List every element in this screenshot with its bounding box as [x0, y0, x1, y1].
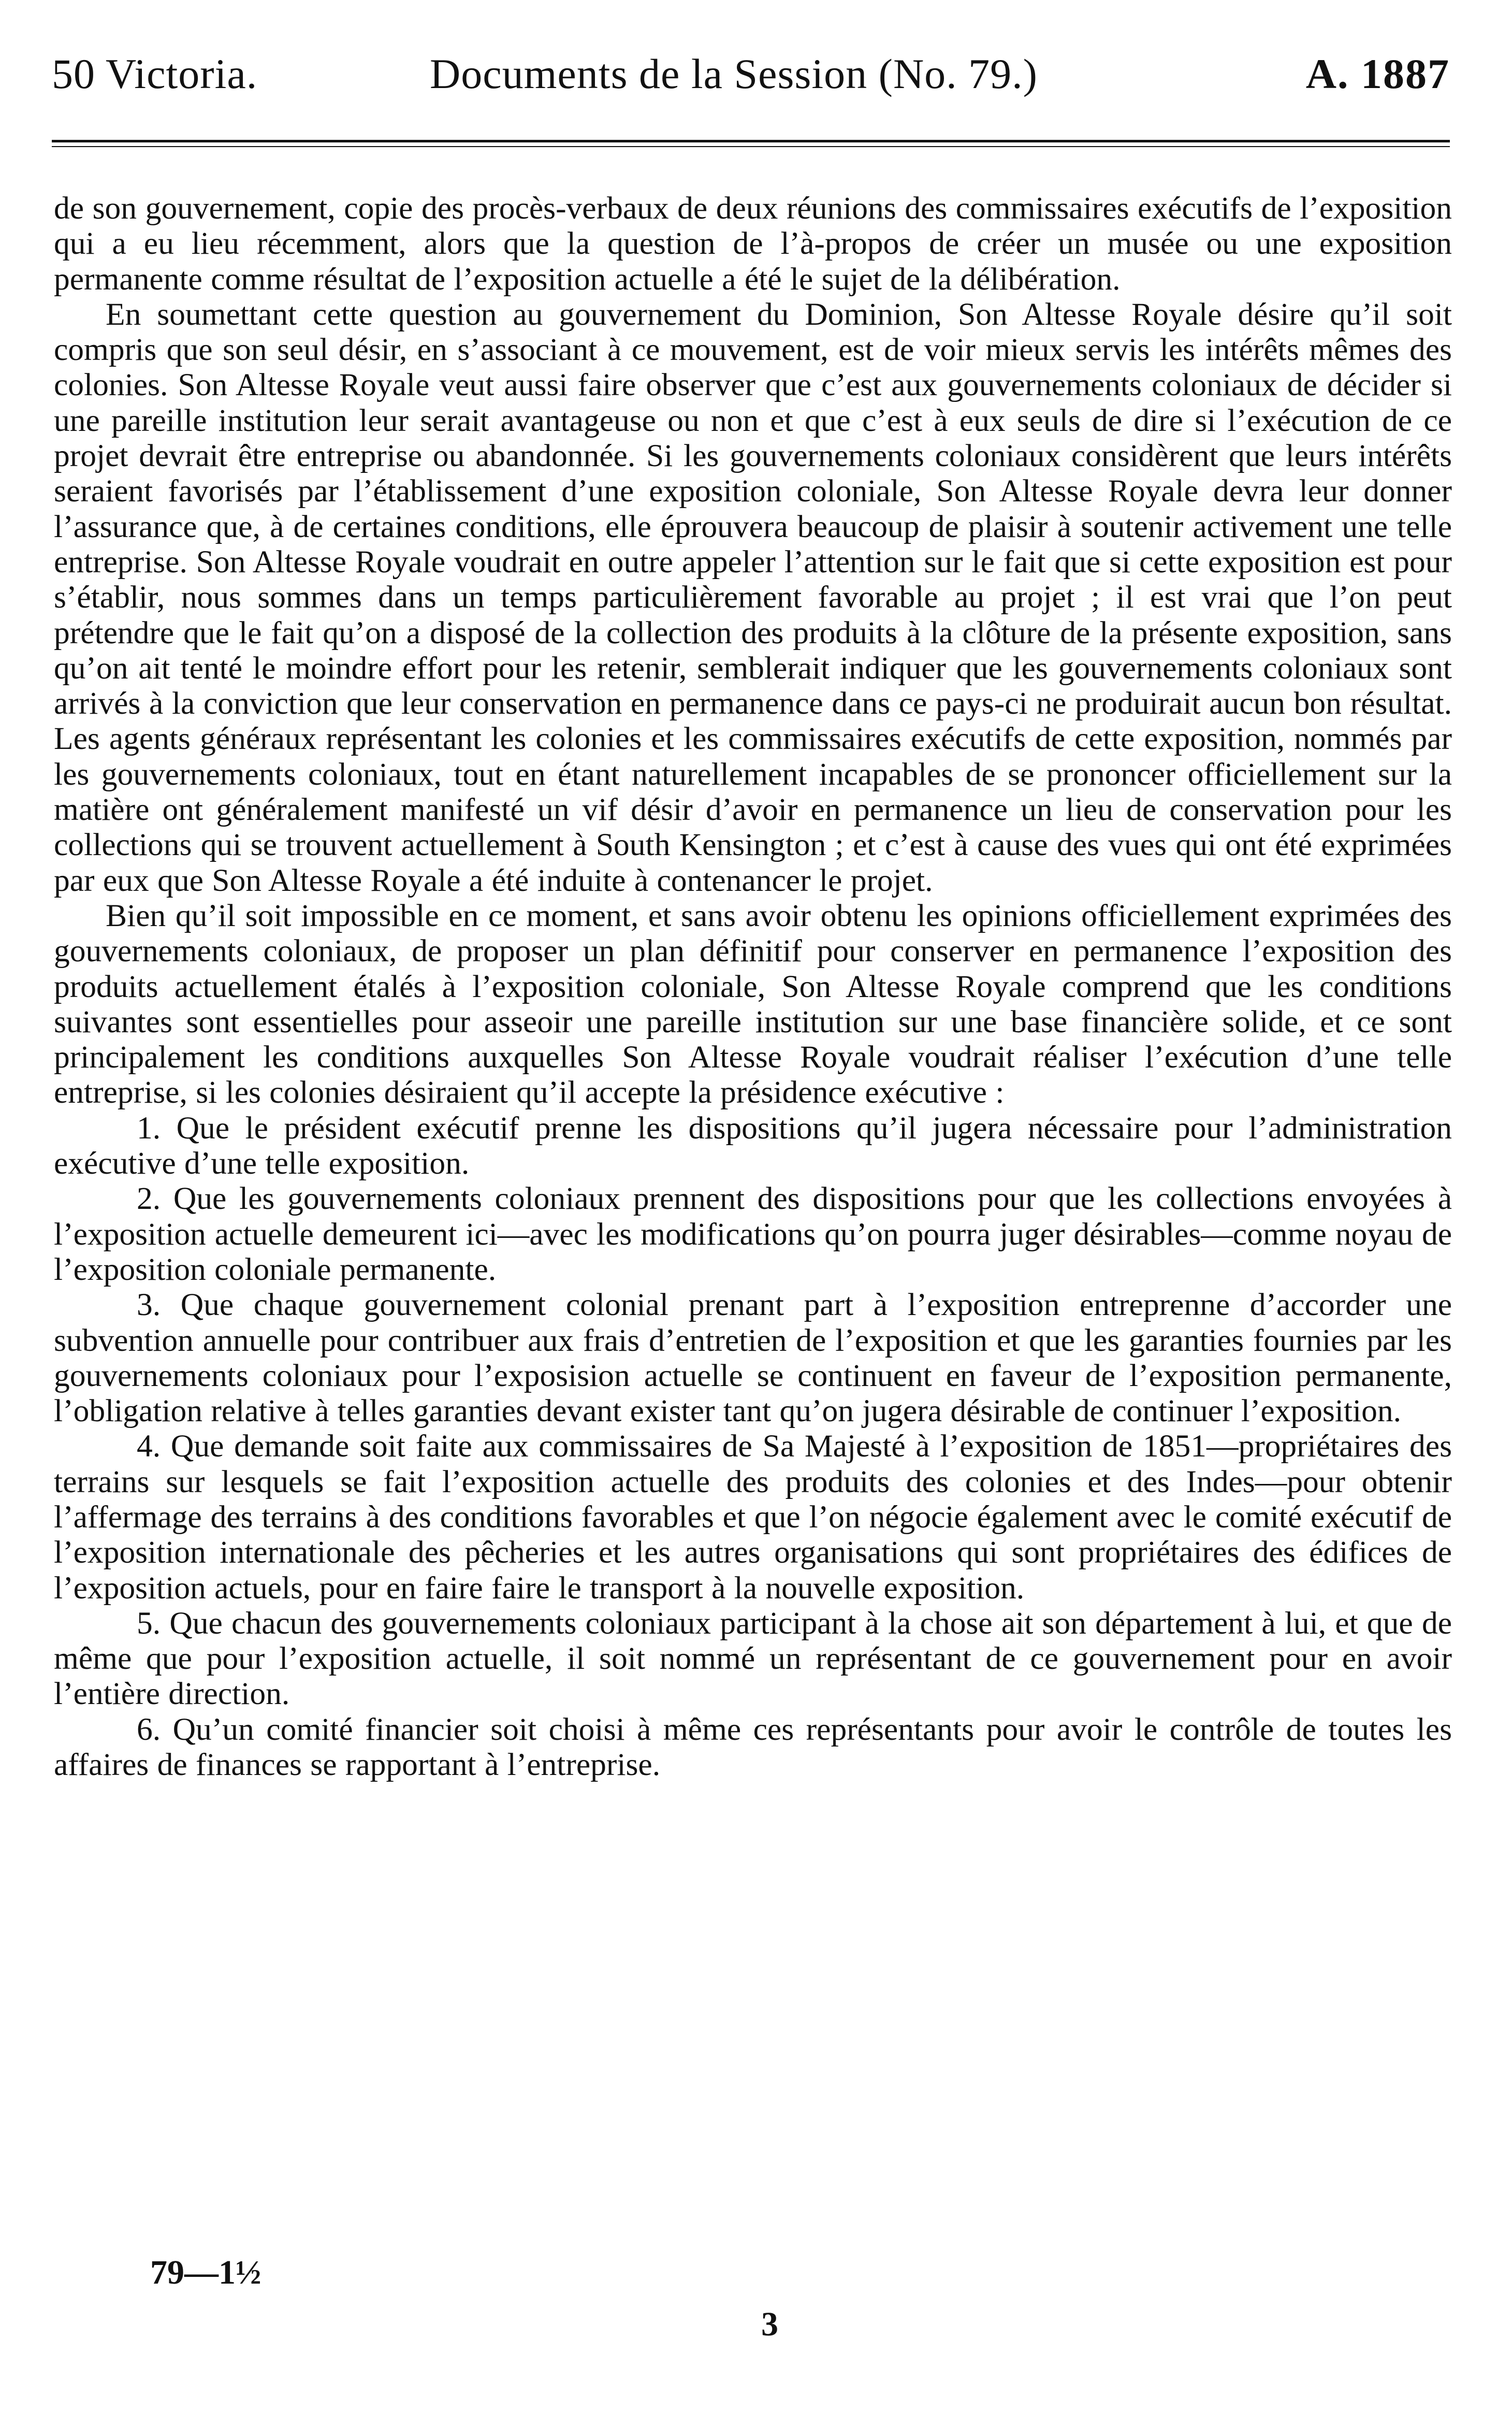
body-text — [54, 191, 1452, 1782]
header-session-year: 50 Victoria. — [52, 50, 258, 97]
condition-item-5: 5. Que chacun des gouvernements coloniaux participant à la chose ait son département à lui, et que de même que pour l’exposition actuelle, il soit nommé un représentant de ce gouvernement pour en avoir l’entière direction. — [54, 1605, 1452, 1712]
paragraph-continuation: de son gouvernement, copie des procès-verbaux de deux réunions des commissaires exécutifs de l’exposition qui a eu lieu récemment, alors que la question de l’à-propos de créer un musée ou une exposition permanente comme résultat de l’exposition actuelle a été le sujet de la délibération. — [54, 191, 1452, 297]
page-number: 3 — [761, 2305, 778, 2343]
condition-item-4: 4. Que demande soit faite aux commissaires de Sa Majesté à l’exposition de 1851—propriétaires des terrains sur lesquels se fait l’exposition actuelle des produits des colonies et des Indes—pour obtenir l’affermage des terrains à des conditions favorables et que l’on négocie également avec le comité exécutif de l’exposition internationale des pêcheries et les autres organisations qui sont propriétaires des édifices de l’exposition actuels, pour en faire faire le transport à la nouvelle exposition. — [54, 1428, 1452, 1606]
signature-reference: 79—1½ — [150, 2254, 261, 2291]
running-header — [52, 50, 1450, 107]
condition-item-6: 6. Qu’un comité financier soit choisi à même ces représentants pour avoir le contrôle de toutes les affaires de finances se rapportant à l’entreprise. — [54, 1711, 1452, 1783]
header-rule-thin — [52, 146, 1450, 147]
header-document-title: Documents de la Session (No. 79.) — [430, 50, 1038, 97]
paragraph-submission: En soumettant cette question au gouvernement du Dominion, Son Altesse Royale désire qu’il soit compris que son seul désir, en s’associant à ce mouvement, est de voir mieux servis les intérêts mêmes des colonies. Son Altesse Royale veut aussi faire observer que c’est aux gouvernements coloniaux de décider si une pareille institution leur serait avantageuse ou non et que c’est à eux seuls de dire si l’exécution de ce projet devrait être entreprise ou abandonnée. Si les gouvernements coloniaux considèrent que leurs intérêts seraient favorisés par l’établissement d’une exposition coloniale, Son Altesse Royale devra leur donner l’assurance que, à de certaines conditions, elle éprouvera beaucoup de plaisir à soutenir activement une telle entreprise. Son Altesse Royale voudrait en outre appeler l’attention sur le fait que si cette exposition est pour s’établir, nous sommes dans un temps particulièrement favorable au projet ; il est vrai que l’on peut prétendre que le fait qu’on a disposé de la collection des produits à la clôture de la présente exposition, sans qu’on ait tenté le moindre effort pour les retenir, semblerait indiquer que les gouvernements coloniaux sont arrivés à la conviction que leur conservation en permanence dans ce pays-ci ne produirait aucun bon résultat. Les agents généraux représentant les colonies et les commissaires exécutifs de cette exposition, nommés par les gouvernements coloniaux, tout en étant naturellement incapables de se prononcer officiellement sur la matière ont généralement manifesté un vif désir d’avoir en permanence un lieu de conservation pour les collections qui se trouvent actuellement à South Kensington ; et c’est à cause des vues qui ont été exprimées par eux que Son Altesse Royale a été induite à contenancer le projet. — [54, 296, 1452, 898]
condition-item-2: 2. Que les gouvernements coloniaux prennent des dispositions pour que les collections envoyées à l’exposition actuelle demeurent ici—avec les modifications qu’on pourra juger désirables—comme noyau de l’exposition coloniale permanente. — [54, 1181, 1452, 1287]
header-rule-thick — [52, 140, 1450, 142]
header-year: A. 1887 — [1305, 50, 1450, 97]
condition-item-3: 3. Que chaque gouvernement colonial prenant part à l’exposition entreprenne d’accorder une subvention annuelle pour contribuer aux frais d’entretien de l’exposition et que les garanties fournies par les gouvernements coloniaux pour l’exposision actuelle se continuent en faveur de l’exposition permanente, l’obligation relative à telles garanties devant exister tant qu’on jugera désirable de continuer l’exposition. — [54, 1287, 1452, 1429]
paragraph-conditions-intro: Bien qu’il soit impossible en ce moment, et sans avoir obtenu les opinions officiellement exprimées des gouvernements coloniaux, de proposer un plan définitif pour conserver en permanence l’exposition des produits actuellement étalés à l’exposition coloniale, Son Altesse Royale comprend que les conditions suivantes sont essentielles pour asseoir une pareille institution sur une base financière solide, et ce sont principalement les conditions auxquelles Son Altesse Royale voudrait réaliser l’exécution d’une telle entreprise, si les colonies désiraient qu’il accepte la présidence exécutive : — [54, 898, 1452, 1110]
condition-item-1: 1. Que le président exécutif prenne les dispositions qu’il jugera nécessaire pour l’administration exécutive d’une telle exposition. — [54, 1110, 1452, 1181]
